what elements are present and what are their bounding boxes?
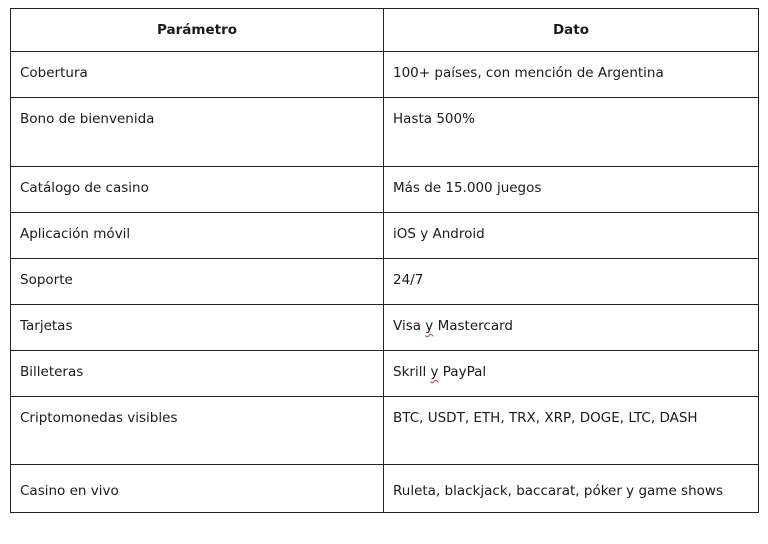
table-row [11, 465, 759, 513]
value-cell [384, 167, 759, 213]
value-cell [384, 351, 759, 397]
spellcheck-marked-word: y [425, 318, 434, 334]
spellcheck-marked-word: y [430, 364, 439, 380]
value-text: Más de 15.000 juegos [393, 180, 542, 196]
param-text: Bono de bienvenida [20, 111, 155, 127]
param-cell [11, 167, 384, 213]
table-row [11, 98, 759, 167]
param-text: Casino en vivo [20, 483, 119, 499]
param-text: Aplicación móvil [20, 226, 131, 242]
value-cell [384, 465, 759, 513]
param-cell [11, 351, 384, 397]
param-text: Soporte [20, 272, 73, 288]
param-text: Cobertura [20, 65, 88, 81]
value-text: Ruleta, blackjack, baccarat, póker y game shows [393, 483, 723, 499]
param-cell [11, 397, 384, 465]
value-text: Hasta 500% [393, 111, 475, 127]
value-text-post: Mastercard [433, 318, 513, 334]
table-row [11, 397, 759, 465]
value-text: BTC, USDT, ETH, TRX, XRP, DOGE, LTC, DASH [393, 410, 698, 426]
parameters-table [10, 8, 759, 513]
table-row [11, 259, 759, 305]
value-cell [384, 98, 759, 167]
value-cell [384, 305, 759, 351]
param-cell [11, 465, 384, 513]
table-row [11, 52, 759, 98]
value-cell [384, 213, 759, 259]
param-text: Tarjetas [20, 318, 73, 334]
param-cell [11, 98, 384, 167]
header-dato: Dato [384, 9, 759, 52]
table-row [11, 167, 759, 213]
value-text-pre: Skrill [393, 364, 431, 380]
param-cell [11, 213, 384, 259]
value-text [393, 305, 758, 335]
value-text-post: PayPal [438, 364, 487, 380]
value-cell [384, 259, 759, 305]
value-text [393, 351, 758, 381]
table-row [11, 213, 759, 259]
param-text: Criptomonedas visibles [20, 410, 178, 426]
table-row [11, 351, 759, 397]
param-text: Catálogo de casino [20, 180, 149, 196]
value-text: 24/7 [393, 272, 424, 288]
value-text: iOS y Android [393, 226, 485, 242]
header-parametro: Parámetro [11, 9, 384, 52]
value-cell [384, 52, 759, 98]
table-header-row [11, 9, 759, 52]
value-cell [384, 397, 759, 465]
table-row [11, 305, 759, 351]
param-cell [11, 259, 384, 305]
param-cell [11, 52, 384, 98]
param-text: Billeteras [20, 364, 84, 380]
param-cell [11, 305, 384, 351]
value-text-pre: Visa [393, 318, 426, 334]
value-text: 100+ países, con mención de Argentina [393, 65, 664, 81]
